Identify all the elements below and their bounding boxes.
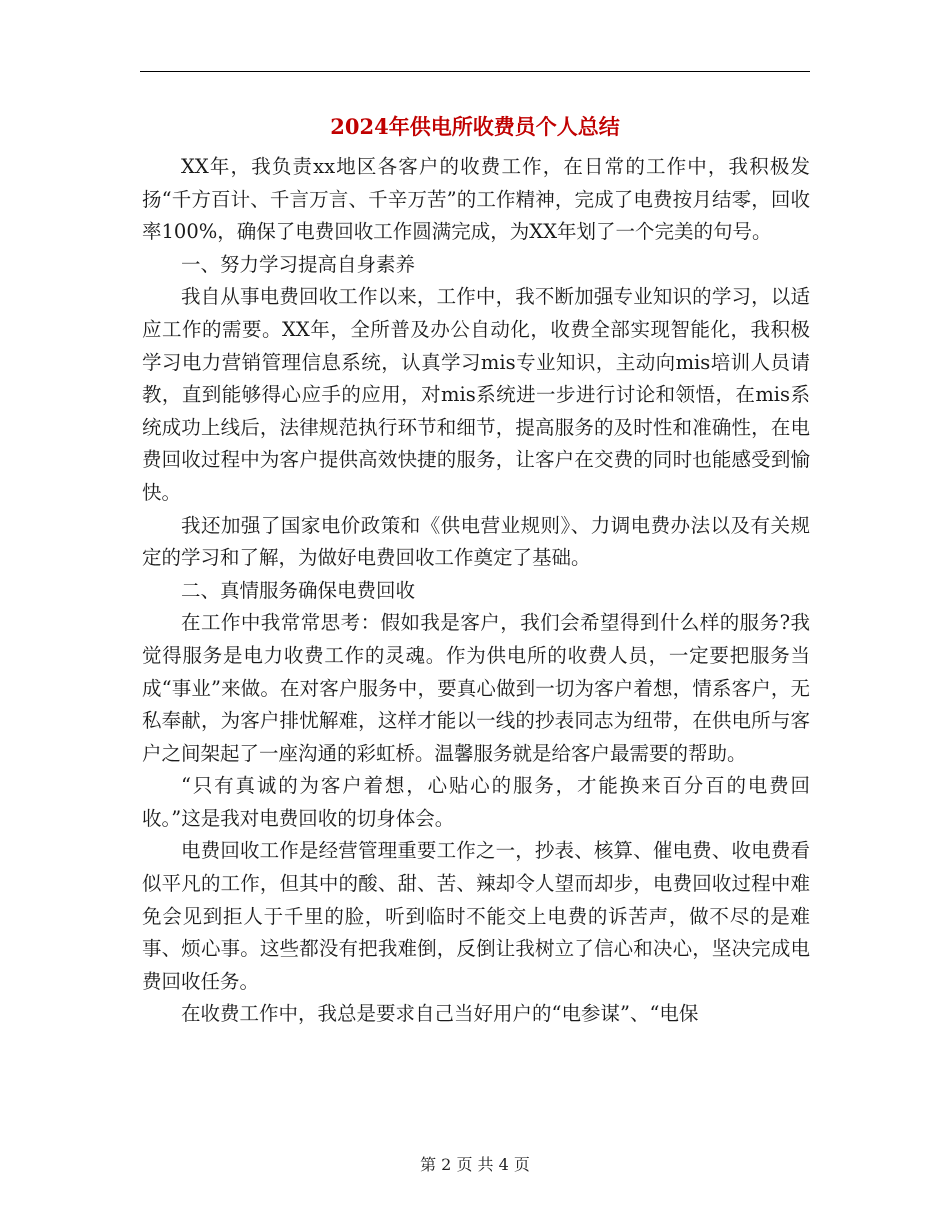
paragraph-intro: XX年，我负责xx地区各客户的收费工作，在日常的工作中，我积极发扬“千方百计、千言万言、千辛万苦”的工作精神，完成了电费按月结零，回收率100%，确保了电费回收工作圆满完成，为XX年划了一个完美的句号。	[142, 155, 810, 244]
document-title: 2024年供电所收费员个人总结	[330, 114, 620, 139]
paragraph-policy: 我还加强了国家电价政策和《供电营业规则》、力调电费办法以及有关规定的学习和了解，为做好电费回收工作奠定了基础。	[142, 513, 810, 570]
section-heading-2: 二、真情服务确保电费回收	[181, 578, 416, 602]
paragraph-service: 在工作中我常常思考：假如我是客户，我们会希望得到什么样的服务?我觉得服务是电力收费工作的灵魂。作为供电所的收费人员，一定要把服务当成“事业”来做。在对客户服务中，要真心做到一切为客户着想，情系客户，无私奉献，为客户排忧解难，这样才能以一线的抄表同志为纽带，在供电所与客户之间架起了一座沟通的彩虹桥。温馨服务就是给客户最需要的帮助。	[142, 611, 810, 765]
page-number: 第 2 页 共 4 页	[420, 1155, 530, 1174]
document-body	[142, 151, 810, 1031]
paragraph-advisor: 在收费工作中，我总是要求自己当好用户的“电参谋”、“电保	[181, 1002, 699, 1026]
paragraph-study: 我自从事电费回收工作以来，工作中，我不断加强专业知识的学习，以适应工作的需要。XX年，全所普及办公自动化，收费全部实现智能化，我积极学习电力营销管理信息系统，认真学习mis专业知识，主动向mis培训人员请教，直到能够得心应手的应用，对mis系统进一步进行讨论和领悟，在mis系统成功上线后，法律规范执行环节和细节，提高服务的及时性和准确性，在电费回收过程中为客户提供高效快捷的服务，让客户在交费的同时也能感受到愉快。	[142, 285, 810, 504]
header-rule	[140, 71, 810, 72]
paragraph-collection: 电费回收工作是经营管理重要工作之一，抄表、核算、催电费、收电费看似平凡的工作，但其中的酸、甜、苦、辣却令人望而却步，电费回收过程中难免会见到拒人于千里的脸，听到临时不能交上电费的诉苦声，做不尽的是难事、烦心事。这些都没有把我难倒，反倒让我树立了信心和决心，坚决完成电费回收任务。	[142, 839, 810, 993]
paragraph-quote: “只有真诚的为客户着想，心贴心的服务，才能换来百分百的电费回收。”这是我对电费回收的切身体会。	[142, 774, 810, 830]
section-heading-1: 一、努力学习提高自身素养	[181, 252, 416, 276]
